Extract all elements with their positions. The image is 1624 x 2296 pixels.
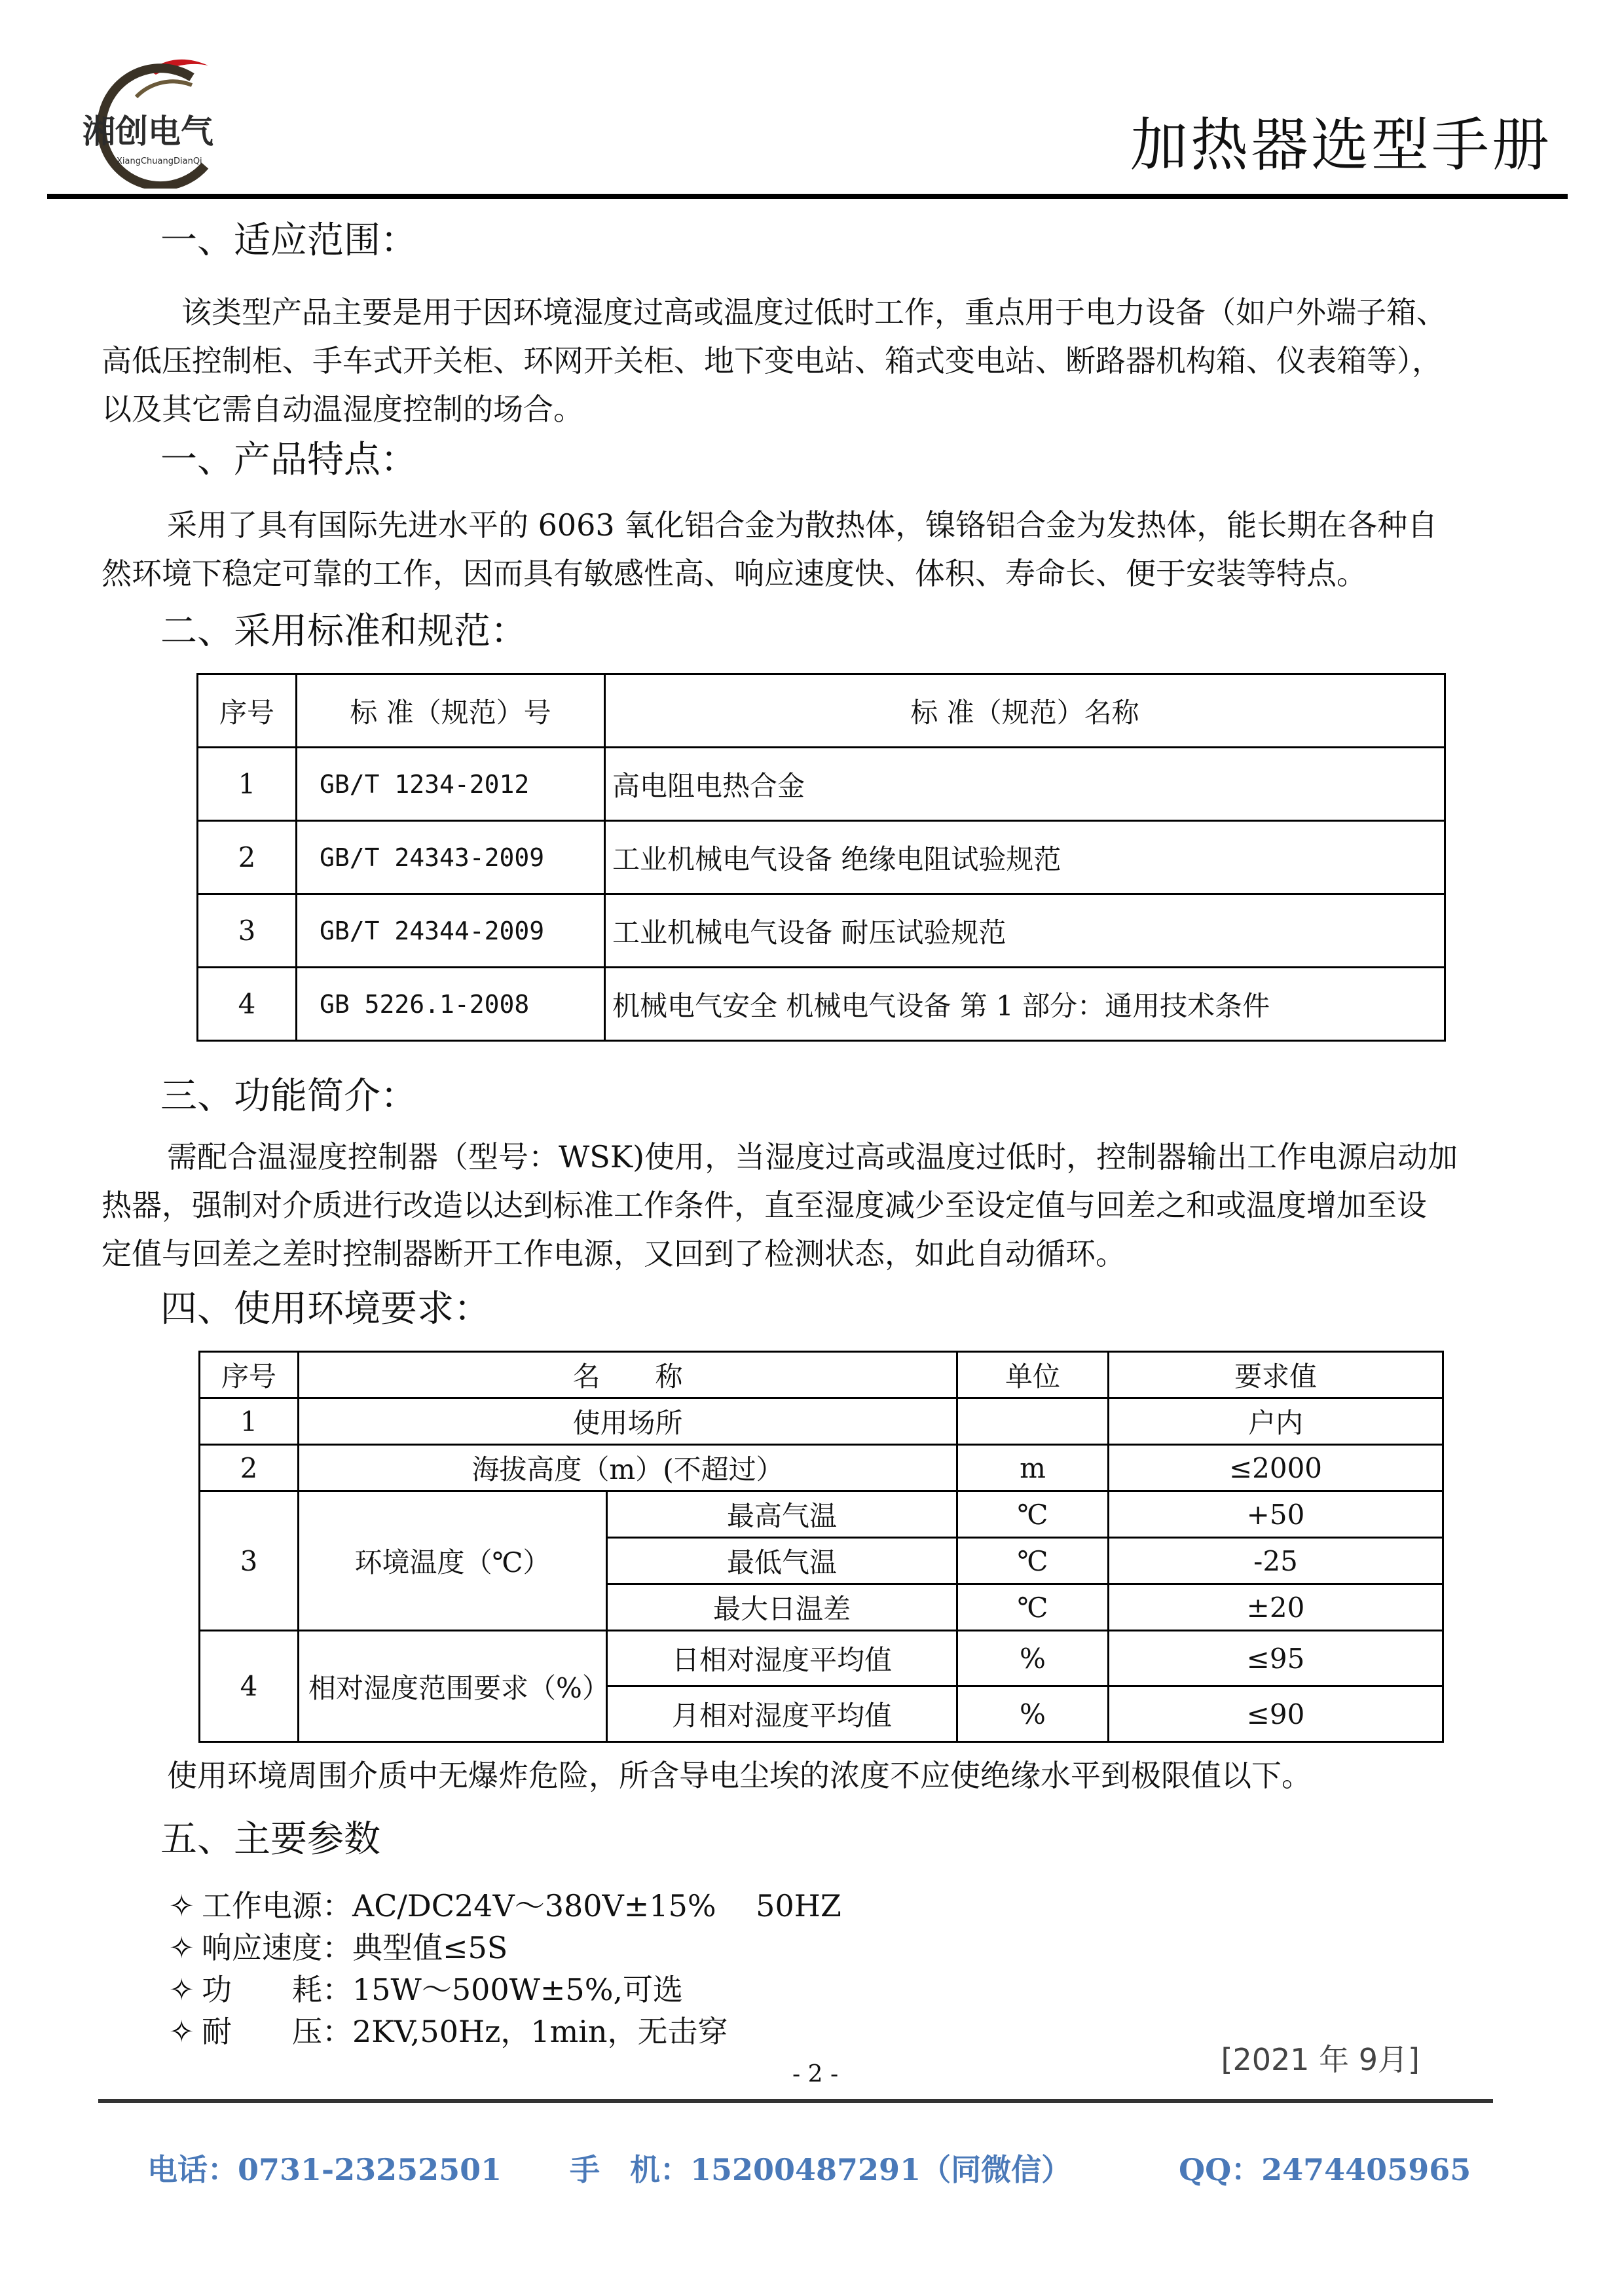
company-logo: [77, 51, 254, 189]
table-header-row: [198, 674, 1445, 748]
paragraph-line: 热器，强制对介质进行改造以达到标准工作条件，直至湿度减少至设定值与回差之和或温度增加至设: [101, 1188, 1427, 1223]
table-row: [200, 1491, 1443, 1538]
cell-name: 机械电气安全 机械电气设备 第 1 部分：通用技术条件: [605, 968, 1445, 1041]
cell-no: 1: [200, 1398, 299, 1445]
column-header-code: 标 准（规范）号: [297, 674, 605, 748]
cell-code: GB 5226.1-2008: [297, 968, 605, 1041]
table-row: [200, 1631, 1443, 1686]
logo-text: 湘创电气: [83, 113, 213, 151]
cell-value: ±20: [1109, 1584, 1443, 1631]
cell-no: 4: [200, 1631, 299, 1742]
paragraph-line: 然环境下稳定可靠的工作，因而具有敏感性高、响应速度快、体积、寿命长、便于安装等特点。: [101, 556, 1367, 591]
table-row: [198, 968, 1445, 1041]
cell-no: 1: [198, 748, 297, 821]
cell-unit: %: [957, 1686, 1109, 1742]
cell-unit: m: [957, 1445, 1109, 1491]
section-heading-features: 一、产品特点：: [160, 439, 417, 481]
cell-no: 2: [200, 1445, 299, 1491]
cell-unit: ℃: [957, 1491, 1109, 1538]
cell-no: 2: [198, 821, 297, 894]
param-item: [169, 2016, 728, 2047]
cell-unit: %: [957, 1631, 1109, 1686]
date-stamp: [2021 年 9月]: [1221, 2042, 1420, 2077]
diamond-bullet-icon: ✧: [169, 2014, 194, 2049]
cell-name: 工业机械电气设备 绝缘电阻试验规范: [605, 821, 1445, 894]
cell-subname: 最高气温: [607, 1491, 957, 1538]
cell-value: ≤90: [1109, 1686, 1443, 1742]
table-row: [200, 1445, 1443, 1491]
cell-value: -25: [1109, 1538, 1443, 1584]
cell-subname: 月相对湿度平均值: [607, 1686, 957, 1742]
page-number: - 2 -: [792, 2061, 839, 2088]
paragraph-line: 采用了具有国际先进水平的 6063 氧化铝合金为散热体，镍铬铝合金为发热体，能长期在各种自: [167, 507, 1438, 543]
paragraph-line: 该类型产品主要是用于因环境湿度过高或温度过低时工作，重点用于电力设备（如户外端子箱、: [181, 295, 1447, 330]
param-text: 工作电源：AC/DC24V～380V±15% 50HZ: [202, 1888, 841, 1923]
section-heading-params: 五、主要参数: [160, 1818, 380, 1861]
cell-unit: ℃: [957, 1538, 1109, 1584]
cell-subname: 最大日温差: [607, 1584, 957, 1631]
cell-name: 高电阻电热合金: [605, 748, 1445, 821]
param-text: 功 耗：15W～500W±5%,可选: [202, 1972, 684, 2007]
param-text: 响应速度：典型值≤5S: [202, 1930, 508, 1965]
cell-subname: 最低气温: [607, 1538, 957, 1584]
column-header-value: 要求值: [1109, 1352, 1443, 1398]
param-item: [169, 1972, 684, 2007]
cell-name: 海拔高度（m）(不超过）: [299, 1445, 957, 1491]
cell-unit: ℃: [957, 1584, 1109, 1631]
paragraph-line: 以及其它需自动温湿度控制的场合。: [101, 392, 583, 427]
cell-unit: [957, 1398, 1109, 1445]
cell-subname: 日相对湿度平均值: [607, 1631, 957, 1686]
cell-group: 相对湿度范围要求（%）: [299, 1631, 607, 1742]
paragraph-line: 需配合温湿度控制器（型号：WSK)使用，当湿度过高或温度过低时，控制器输出工作电源启动加: [167, 1139, 1458, 1175]
cell-no: 3: [200, 1491, 299, 1631]
footer-qq: QQ：2474405965: [1179, 2152, 1471, 2187]
table-row: [198, 894, 1445, 968]
section-heading-standards: 二、采用标准和规范：: [160, 610, 527, 653]
cell-name: 使用场所: [299, 1398, 957, 1445]
param-item: [169, 1930, 508, 1965]
param-item: [169, 1888, 841, 1923]
logo-subtext: XiangChuangDianQi: [117, 156, 202, 166]
column-header-no: 序号: [200, 1352, 299, 1398]
diamond-bullet-icon: ✧: [169, 1888, 194, 1923]
scope-paragraph: [101, 288, 1542, 433]
cell-value: +50: [1109, 1491, 1443, 1538]
cell-code: GB/T 24343-2009: [297, 821, 605, 894]
cell-no: 3: [198, 894, 297, 968]
document-title: 加热器选型手册: [1130, 111, 1552, 179]
environment-table: [198, 1351, 1444, 1743]
table-row: [200, 1398, 1443, 1445]
cell-code: GB/T 24344-2009: [297, 894, 605, 968]
function-paragraph: [101, 1133, 1542, 1278]
cell-value: 户内: [1109, 1398, 1443, 1445]
section-heading-scope: 一、适应范围：: [160, 219, 417, 262]
section-heading-function: 三、功能简介：: [160, 1075, 417, 1118]
footer-mobile: 手 机：15200487291（同微信）: [570, 2152, 1072, 2187]
footer-phone: 电话：0731-23252501: [147, 2152, 502, 2187]
cell-value: ≤2000: [1109, 1445, 1443, 1491]
column-header-unit: 单位: [957, 1352, 1109, 1398]
cell-value: ≤95: [1109, 1631, 1443, 1686]
param-text: 耐 压：2KV,50Hz，1min，无击穿: [202, 2014, 728, 2049]
cell-name: 工业机械电气设备 耐压试验规范: [605, 894, 1445, 968]
cell-no: 4: [198, 968, 297, 1041]
column-header-name: 标 准（规范）名称: [605, 674, 1445, 748]
environment-note: 使用环境周围介质中无爆炸危险，所含导电尘埃的浓度不应使绝缘水平到极限值以下。: [167, 1758, 1312, 1793]
section-heading-environment: 四、使用环境要求：: [160, 1288, 490, 1330]
table-row: [198, 748, 1445, 821]
footer-divider: [98, 2099, 1493, 2103]
standards-table: [196, 673, 1446, 1042]
cell-group: 环境温度（℃）: [299, 1491, 607, 1631]
table-row: [198, 821, 1445, 894]
features-paragraph: [101, 501, 1542, 598]
diamond-bullet-icon: ✧: [169, 1930, 194, 1965]
paragraph-line: 定值与回差之差时控制器断开工作电源，又回到了检测状态，如此自动循环。: [101, 1236, 1126, 1271]
header-divider: [47, 194, 1568, 199]
diamond-bullet-icon: ✧: [169, 1972, 194, 2007]
column-header-no: 序号: [198, 674, 297, 748]
column-header-name: 名 称: [299, 1352, 957, 1398]
paragraph-line: 高低压控制柜、手车式开关柜、环网开关柜、地下变电站、箱式变电站、断路器机构箱、仪表箱等），: [101, 343, 1442, 378]
cell-code: GB/T 1234-2012: [297, 748, 605, 821]
logo-emblem: [77, 51, 254, 189]
table-header-row: [200, 1352, 1443, 1398]
